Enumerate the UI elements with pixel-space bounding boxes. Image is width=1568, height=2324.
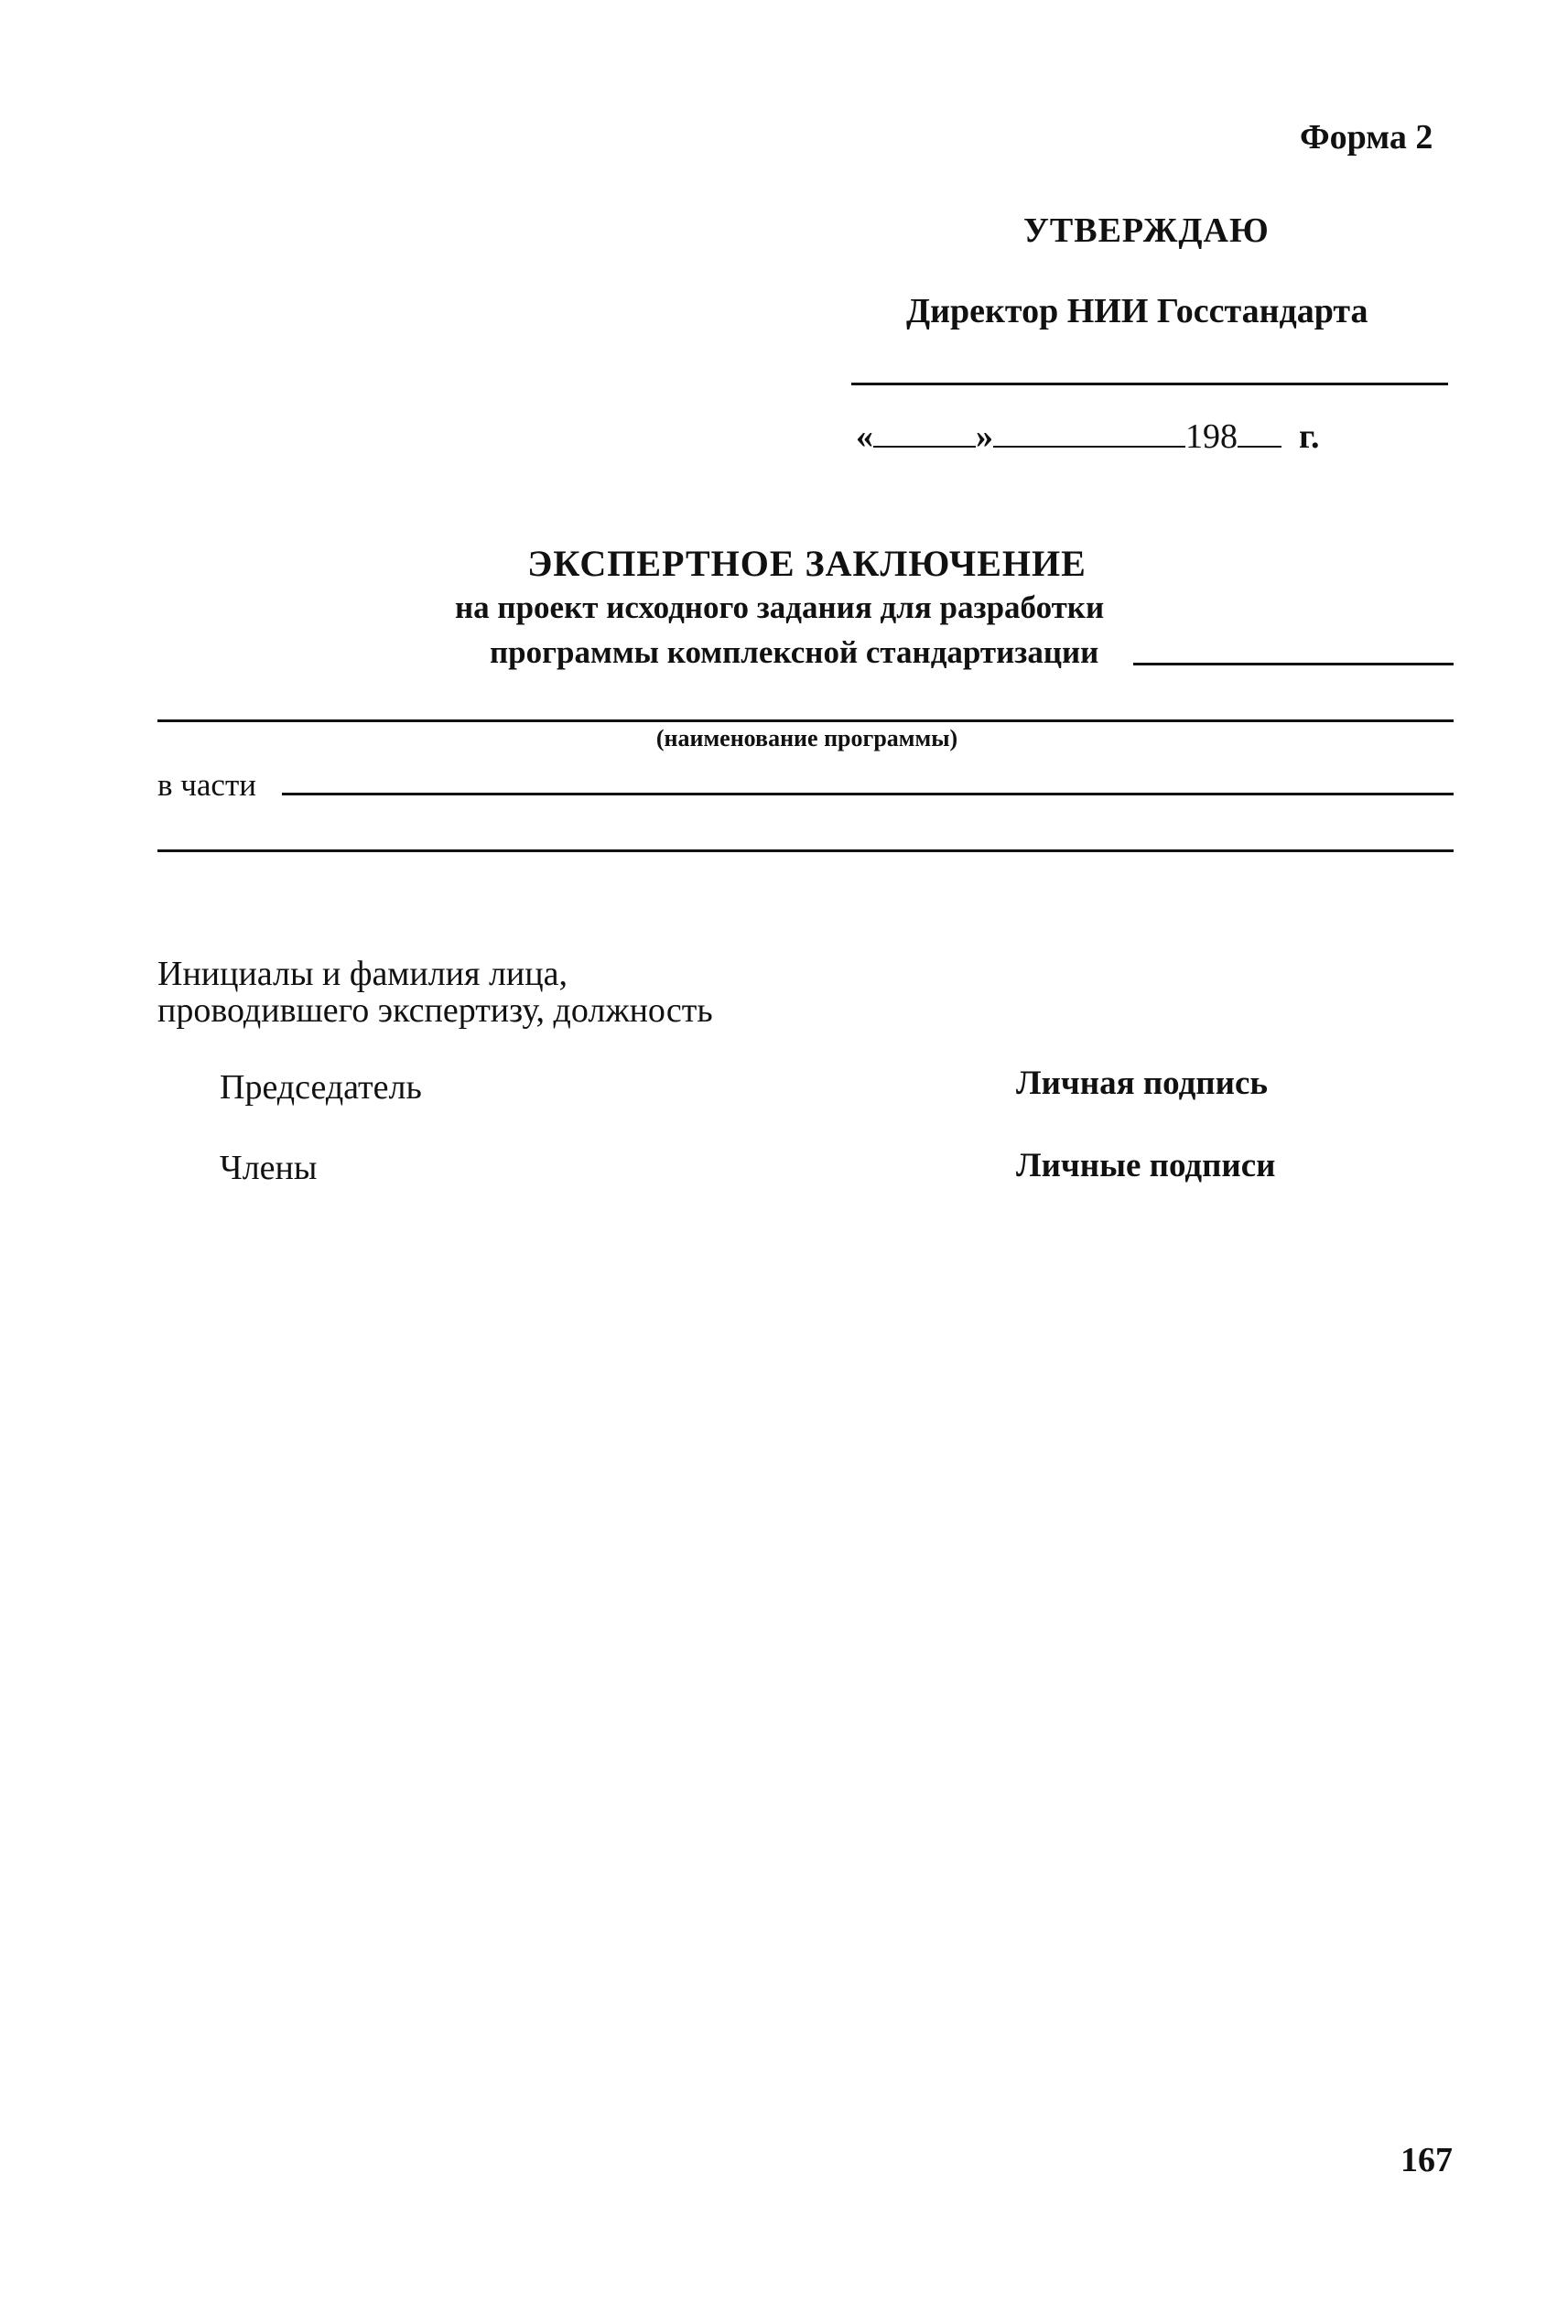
program-name-line-1 xyxy=(1133,663,1454,665)
chairman-signature-label: Личная подпись xyxy=(1016,1065,1268,1102)
expert-label-line2: проводившего экспертизу, должность xyxy=(157,991,713,1030)
in-part-line-2 xyxy=(157,849,1454,852)
approver-signature-line xyxy=(851,383,1448,385)
date-year: 198 xyxy=(1185,417,1238,456)
approval-date xyxy=(856,416,1319,457)
date-month-blank xyxy=(993,444,1185,448)
form-label: Форма 2 xyxy=(1300,118,1433,157)
document-title: ЭКСПЕРТНОЕ ЗАКЛЮЧЕНИЕ xyxy=(527,543,1087,584)
program-name-caption: (наименование программы) xyxy=(655,725,958,751)
date-year-blank xyxy=(1238,444,1281,448)
date-day-blank xyxy=(873,444,976,448)
in-part-label: в части xyxy=(157,767,256,803)
program-name-line-2 xyxy=(157,719,1454,722)
approve-heading: УТВЕРЖДАЮ xyxy=(1023,211,1270,250)
document-subtitle-line2: программы комплексной стандартизации xyxy=(490,634,1099,670)
chairman-label: Председатель xyxy=(220,1068,422,1107)
expert-label-line1: Инициалы и фамилия лица, xyxy=(157,955,568,993)
date-year-suffix: г. xyxy=(1299,417,1320,456)
approver-position: Директор НИИ Госстандарта xyxy=(906,292,1368,330)
in-part-line-1 xyxy=(282,793,1454,795)
members-signature-label: Личные подписи xyxy=(1016,1147,1276,1184)
members-label: Члены xyxy=(220,1149,318,1187)
date-open-quote: « xyxy=(856,417,873,456)
page-number: 167 xyxy=(1400,2141,1453,2179)
date-close-quote: » xyxy=(976,417,993,456)
document-subtitle-line1: на проект исходного задания для разработки xyxy=(455,589,1105,625)
